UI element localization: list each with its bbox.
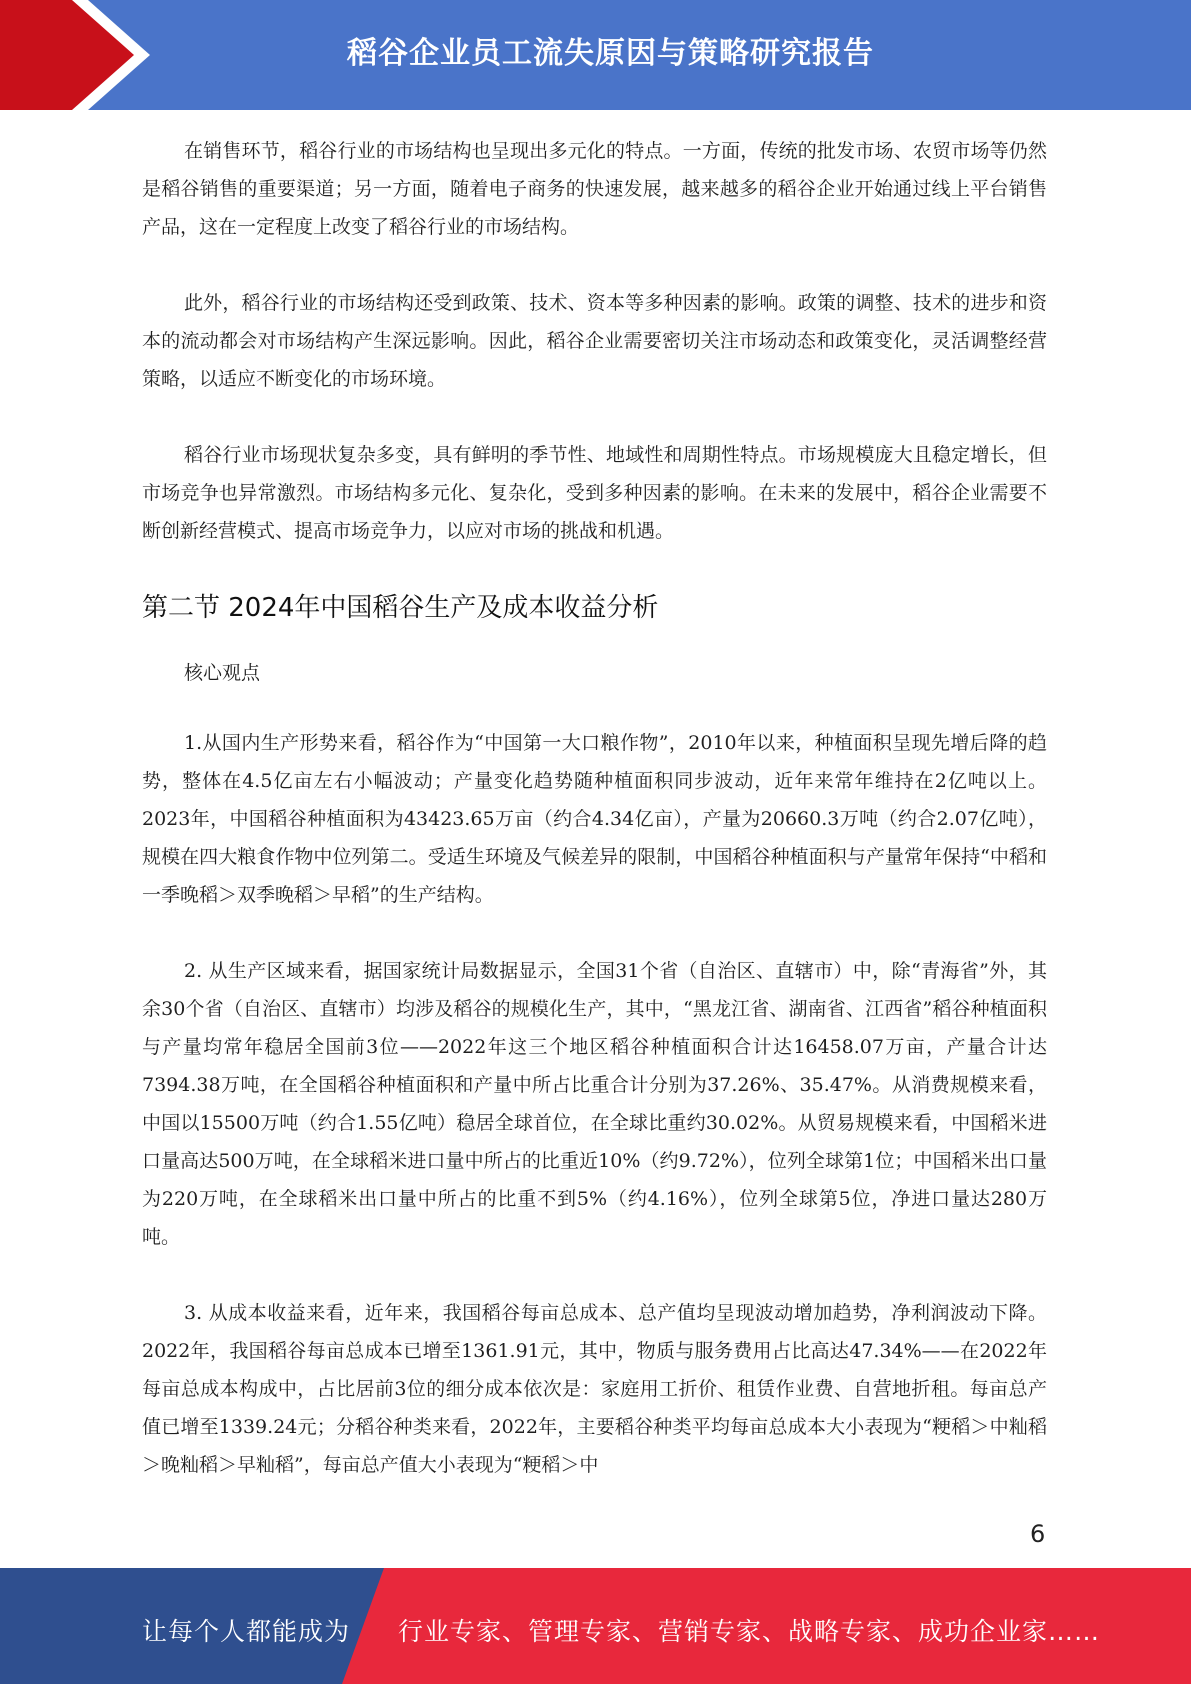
paragraph: 在销售环节，稻谷行业的市场结构也呈现出多元化的特点。一方面，传统的批发市场、农贸市场等仍然是稻谷销售的重要渠道；另一方面，随着电子商务的快速发展，越来越多的稻谷企业开始通过线上平台销售产品，这在一定程度上改变了稻谷行业的市场结构。 (142, 140, 1047, 238)
page-content (142, 132, 1047, 1522)
key-point: 2. 从生产区域来看，据国家统计局数据显示，全国31个省（自治区、直辖市）中，除“青海省”外，其余30个省（自治区、直辖市）均涉及稻谷的规模化生产，其中，“黑龙江省、湖南省、江西省”稻谷种植面积与产量均常年稳居全国前3位——2022年这三个地区稻谷种植面积合计达16458.07万亩，产量合计达7394.38万吨，在全国稻谷种植面积和产量中所占比重合计分别为37.26%、35.47%。从消费规模来看，中国以15500万吨（约合1.55亿吨）稳居全球首位，在全球比重约30.02%。从贸易规模来看，中国稻米进口量高达500万吨，在全球稻米进口量中所占的比重近10%（约9.72%），位列全球第1位；中国稻米出口量为220万吨，在全球稻米出口量中所占的比重不到5%（约4.16%），位列全球第5位，净进口量达280万吨。 (142, 960, 1047, 1248)
footer-slogan-left: 让每个人都能成为 (142, 1617, 351, 1646)
key-point: 3. 从成本收益来看，近年来，我国稻谷每亩总成本、总产值均呈现波动增加趋势，净利润波动下降。2022年，我国稻谷每亩总成本已增至1361.91元，其中，物质与服务费用占比高达47.34%——在2022年每亩总成本构成中，占比居前3位的细分成本依次是：家庭用工折价、租赁作业费、自营地折租。每亩总产值已增至1339.24元；分稻谷种类来看，2022年，主要稻谷种类平均每亩总成本大小表现为“粳稻＞中籼稻＞晚籼稻＞早籼稻”，每亩总产值大小表现为“粳稻＞中 (142, 1302, 1047, 1476)
page-number: 6 (1030, 1520, 1046, 1548)
key-point: 1.从国内生产形势来看，稻谷作为“中国第一大口粮作物”，2010年以来，种植面积呈现先增后降的趋势，整体在4.5亿亩左右小幅波动；产量变化趋势随种植面积同步波动，近年来常年维持在2亿吨以上。2023年，中国稻谷种植面积为43423.65万亩（约合4.34亿亩），产量为20660.3万吨（约合2.07亿吨），规模在四大粮食作物中位列第二。受适生环境及气候差异的限制，中国稻谷种植面积与产量常年保持“中稻和一季晚稻＞双季晚稻＞早稻”的生产结构。 (142, 732, 1047, 906)
page-header (0, 0, 1191, 110)
page-footer (0, 1568, 1191, 1684)
section-subheading: 核心观点 (184, 662, 261, 684)
footer-slogan-right: 行业专家、管理专家、营销专家、战略专家、成功企业家…… (398, 1617, 1101, 1646)
report-title: 稻谷企业员工流失原因与策略研究报告 (347, 36, 874, 71)
paragraph: 此外，稻谷行业的市场结构还受到政策、技术、资本等多种因素的影响。政策的调整、技术的进步和资本的流动都会对市场结构产生深远影响。因此，稻谷企业需要密切关注市场动态和政策变化，灵活调整经营策略，以适应不断变化的市场环境。 (142, 292, 1047, 390)
section-heading: 第二节 2024年中国稻谷生产及成本收益分析 (142, 593, 659, 623)
paragraph: 稻谷行业市场现状复杂多变，具有鲜明的季节性、地域性和周期性特点。市场规模庞大且稳定增长，但市场竞争也异常激烈。市场结构多元化、复杂化，受到多种因素的影响。在未来的发展中，稻谷企业需要不断创新经营模式、提高市场竞争力，以应对市场的挑战和机遇。 (142, 444, 1047, 542)
